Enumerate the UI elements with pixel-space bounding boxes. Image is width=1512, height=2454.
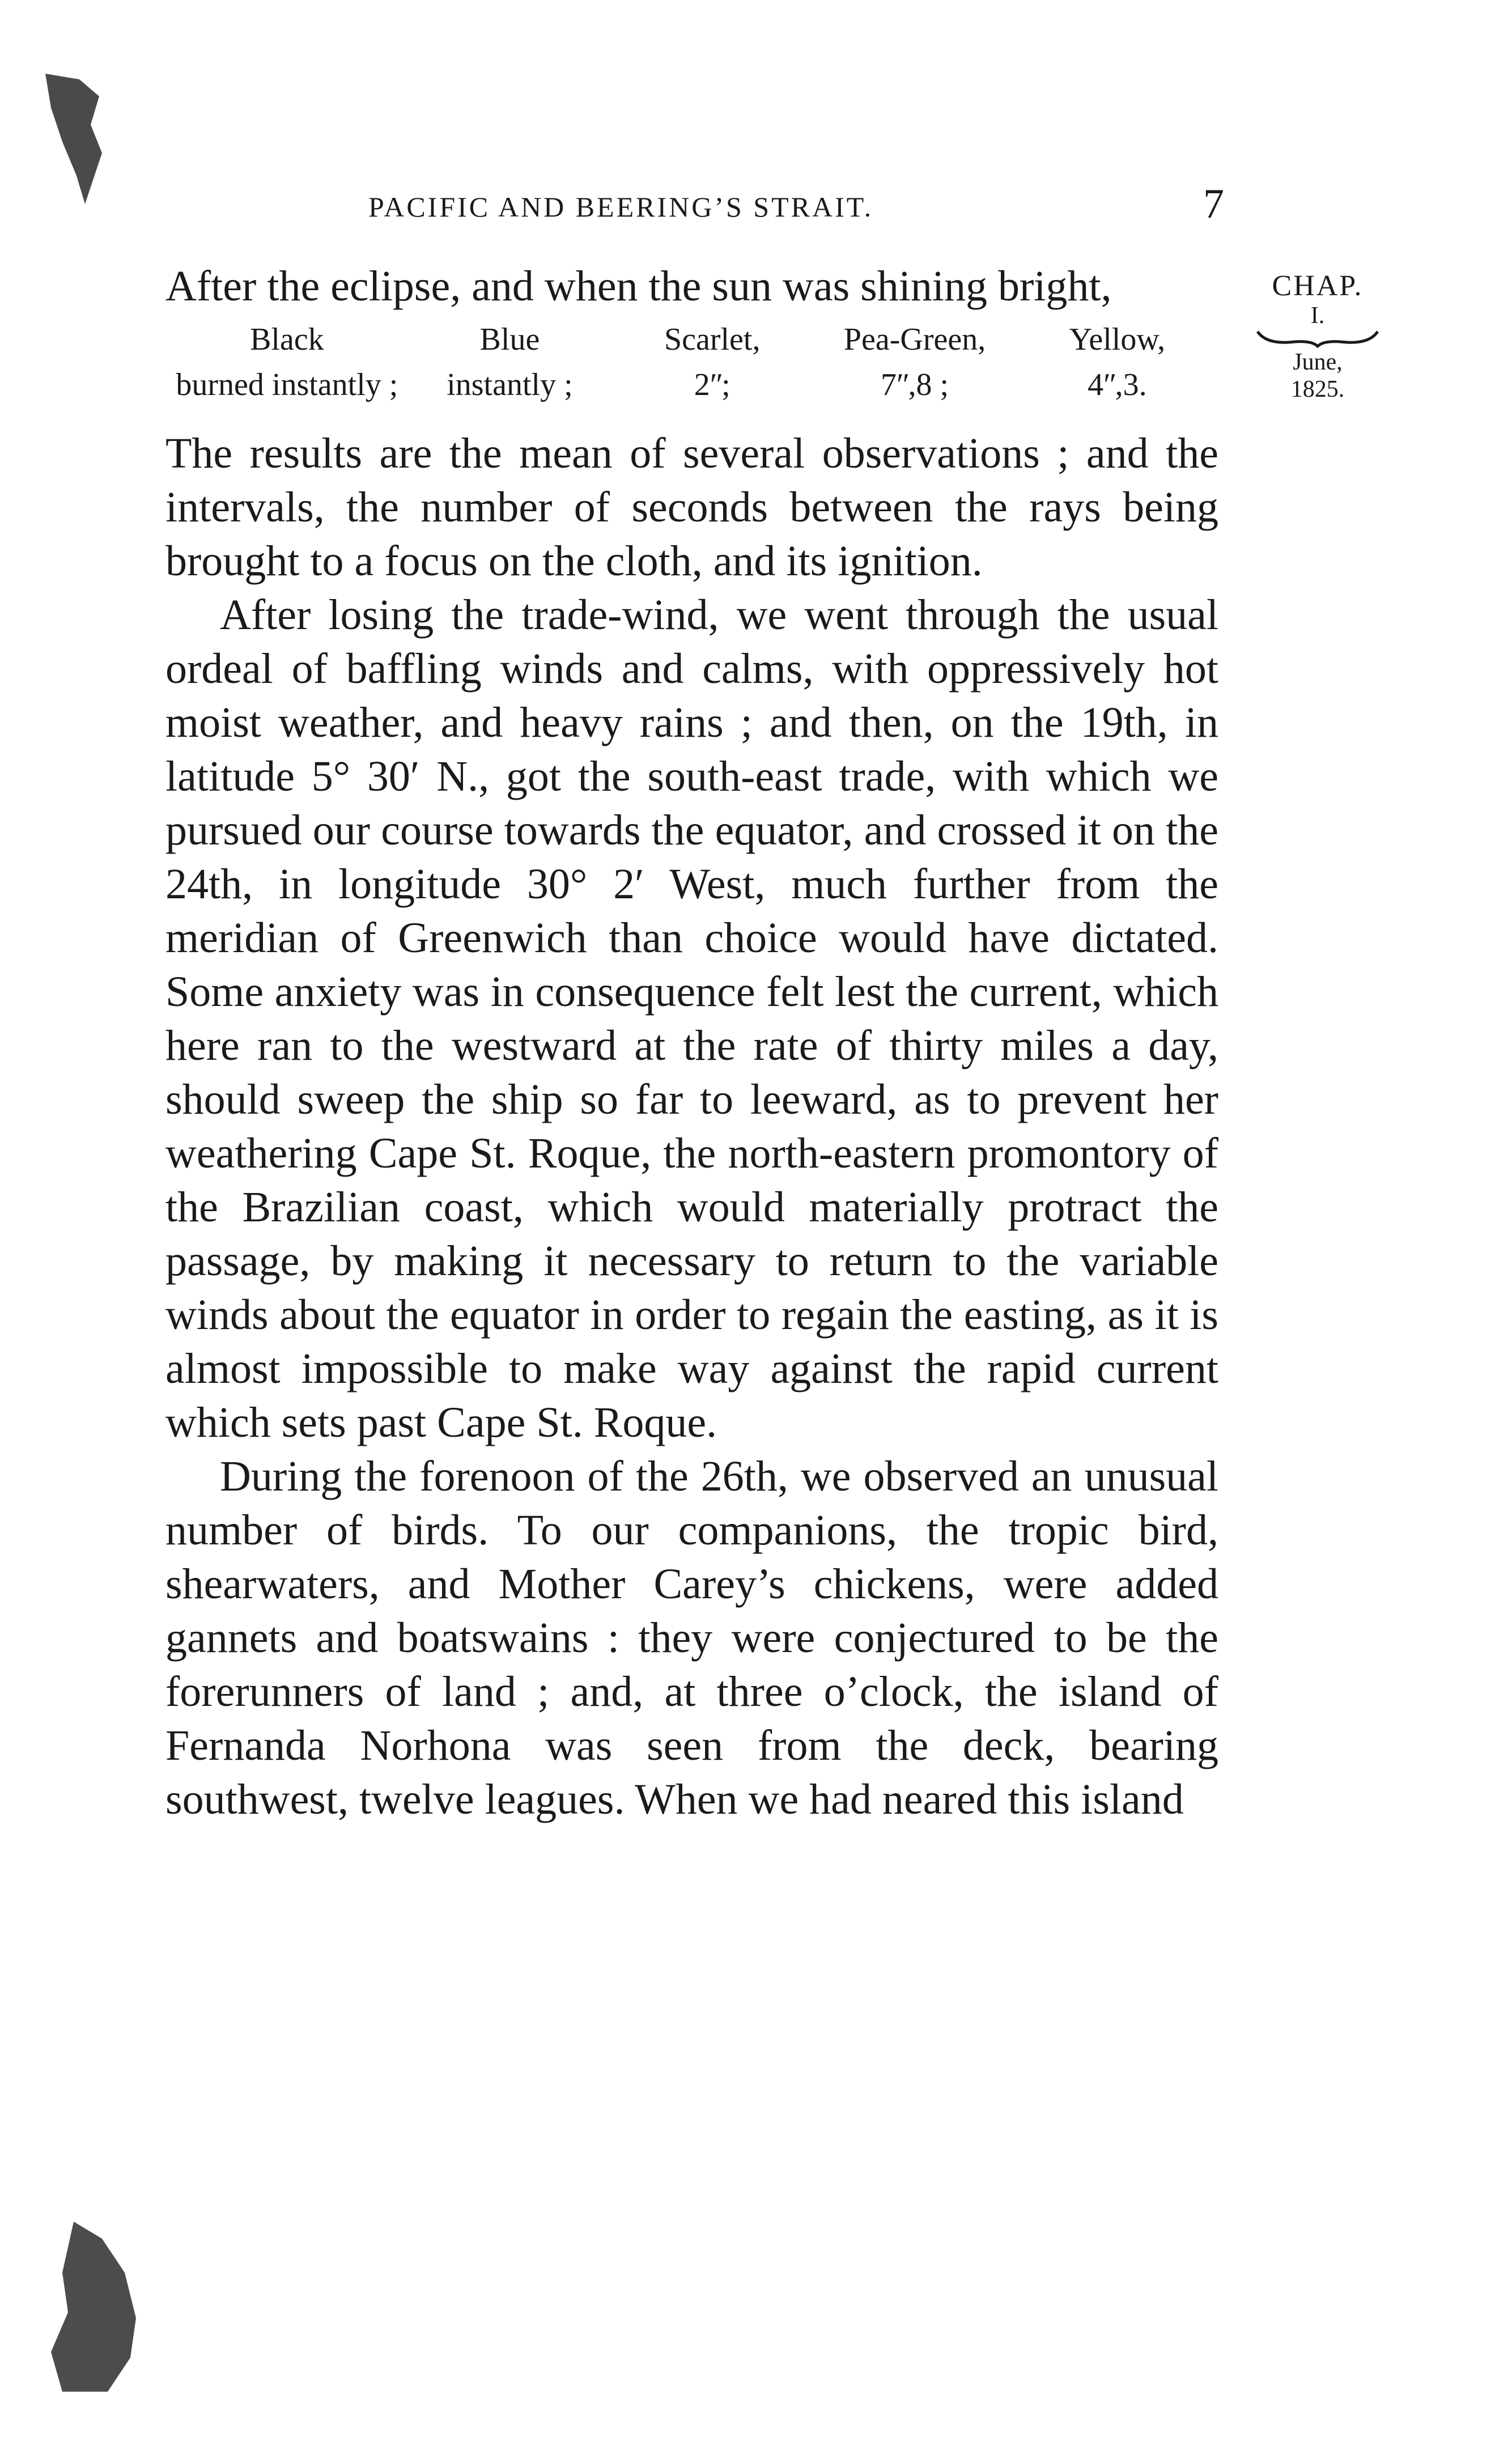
margin-note: [1250, 269, 1386, 403]
table-value-yellow: 4ʺ,3.: [1088, 367, 1147, 402]
table-header-blue: Blue: [479, 322, 540, 357]
margin-date-year: 1825.: [1290, 376, 1345, 402]
table-value-scarlet: 2ʺ;: [694, 367, 730, 402]
running-head: [164, 180, 1224, 231]
table-value-black: burned instantly ;: [176, 367, 398, 402]
page-number: 7: [1203, 181, 1224, 227]
color-ignition-table: [165, 317, 1218, 407]
table-value-row: [165, 362, 1218, 407]
paragraph-trade-wind: After losing the trade-wind, we went through the usual ordeal of baffling winds and calms, with oppressively hot moist weather, and heavy rains ; and then, on the 19th, in latitude 5° 30′ N., got the south-east trade, with which we pursued our course towards the equator, and crossed it on the 24th, in longitude 30° 2′ West, much further from the meridian of Greenwich than choice would have dictated. Some anxiety was in consequence felt lest the current, which here ran to the westward at the rate of thirty miles a day, should sweep the ship so far to leeward, as to prevent her weathering Cape St. Roque, the north-eastern promontory of the Brazilian coast, which would materially protract the passage, by making it necessary to return to the variable winds about the equator in order to regain the easting, as it is almost impossible to make way against the rapid current which sets past Cape St. Roque.: [165, 591, 1218, 1446]
paragraph-results: The results are the mean of several observations ; and the intervals, the number of seconds between the rays being brought to a focus on the cloth, and its ignition.: [165, 430, 1218, 585]
brace-icon: [1255, 328, 1380, 349]
table-header-pea-green: Pea-Green,: [843, 322, 986, 357]
table-header-black: Black: [250, 322, 324, 357]
scan-edge-mark-top: [45, 74, 113, 204]
table-value-blue: instantly ;: [447, 367, 573, 402]
paragraph-birds: During the forenoon of the 26th, we observed an unusual number of birds. To our companions, the tropic bird, shearwaters, and Mother Carey’s chickens, were added gannets and boatswains : they were conjectured to be the forerunners of land ; and, at three o’clock, the island of Fernanda Norhona was seen from the deck, bearing southwest, twelve leagues. When we had neared this island: [165, 1453, 1218, 1823]
intro-paragraph: After the eclipse, and when the sun was shining bright,: [165, 262, 1112, 310]
table-header-scarlet: Scarlet,: [664, 322, 761, 357]
table-header-yellow: Yellow,: [1069, 322, 1166, 357]
margin-chapter-number: I.: [1310, 303, 1325, 329]
margin-date-month: June,: [1293, 349, 1343, 375]
body-text: [165, 260, 1218, 1827]
margin-chapter-label: CHAP.: [1272, 270, 1364, 302]
table-value-pea-green: 7ʺ,8 ;: [881, 367, 949, 402]
scan-edge-mark-bottom: [40, 2222, 142, 2392]
running-title: PACIFIC AND BEERING’S STRAIT.: [368, 191, 874, 223]
table-header-row: [165, 317, 1218, 362]
